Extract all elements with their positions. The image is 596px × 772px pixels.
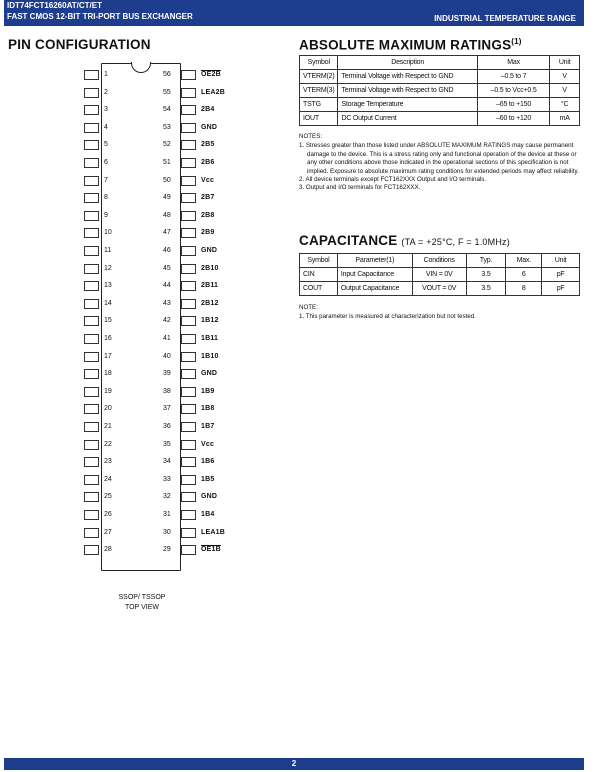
- pin-number: 44: [163, 282, 171, 290]
- pin-name: 2B4: [201, 106, 215, 114]
- pin-number: 29: [163, 546, 171, 554]
- table-cell: °C: [550, 98, 580, 112]
- note-item: 1. This parameter is measured at characterization but not tested.: [299, 313, 477, 321]
- temperature-range: INDUSTRIAL TEMPERATURE RANGE: [434, 14, 576, 23]
- pin-number: 42: [163, 317, 171, 325]
- table-cell: COUT: [300, 282, 338, 296]
- table-cell: VIN = 0V: [412, 268, 466, 282]
- pin-number: 24: [104, 475, 112, 483]
- pin-lead: [84, 123, 99, 133]
- page-number: 2: [291, 759, 297, 768]
- pin-name: 1B8: [201, 405, 215, 413]
- column-header: Description: [338, 56, 477, 70]
- table-cell: TSTG: [300, 98, 338, 112]
- pin-lead: [181, 316, 196, 326]
- table-row: [300, 112, 580, 126]
- pin-lead: [181, 264, 196, 274]
- pin-lead: [84, 475, 99, 485]
- table-cell: Output Capacitance: [337, 282, 412, 296]
- pin-number: 39: [163, 370, 171, 378]
- pin-lead: [84, 545, 99, 555]
- table-cell: –0.5 to 7: [477, 70, 549, 84]
- pin-lead: [181, 228, 196, 238]
- part-description: FAST CMOS 12-BIT TRI-PORT BUS EXCHANGER: [7, 12, 193, 21]
- column-header: Parameter(1): [337, 254, 412, 268]
- table-cell: VTERM(2): [300, 70, 338, 84]
- pin-number: 48: [163, 211, 171, 219]
- pin-lead: [181, 387, 196, 397]
- pin-number: 56: [163, 71, 171, 78]
- pin-lead: [84, 528, 99, 538]
- pin-number: 47: [163, 229, 171, 237]
- pin-lead: [84, 492, 99, 502]
- table-header-row: [300, 56, 580, 70]
- pin-name: LEA2B: [201, 88, 225, 96]
- pin-number: 32: [163, 493, 171, 501]
- table-row: [300, 70, 580, 84]
- table-cell: 3.5: [466, 282, 506, 296]
- column-header: Max.: [506, 254, 542, 268]
- pin-number: 41: [163, 335, 171, 342]
- pin-name: 2B10: [201, 264, 219, 272]
- pin-name: 2B9: [201, 229, 215, 237]
- pin-lead: [181, 352, 196, 362]
- pin-number: 27: [104, 528, 112, 536]
- table-cell: CIN: [300, 268, 338, 282]
- pin-lead: [181, 457, 196, 467]
- column-header: Symbol: [300, 56, 338, 70]
- pin-name: 1B12: [201, 317, 219, 325]
- pin-number: 52: [163, 141, 171, 149]
- pin-number: 34: [163, 458, 171, 466]
- pin-number: 6: [104, 159, 108, 166]
- pin-lead: [181, 211, 196, 221]
- column-header: Symbol: [300, 254, 338, 268]
- pin-lead: [181, 158, 196, 168]
- pin-name: 1B9: [201, 387, 215, 395]
- pin-lead: [84, 422, 99, 432]
- pin-lead: [84, 158, 99, 168]
- pin-number: 3: [104, 106, 108, 114]
- pin-number: 15: [104, 317, 112, 325]
- table-cell: Input Capacitance: [337, 268, 412, 282]
- pin-number: 10: [104, 229, 112, 237]
- pin-lead: [84, 510, 99, 520]
- column-header: Max: [477, 56, 549, 70]
- table-cell: mA: [550, 112, 580, 126]
- pin-lead: [84, 387, 99, 397]
- pin-lead: [84, 281, 99, 291]
- pin-lead: [84, 176, 99, 186]
- column-header: Conditions: [412, 254, 466, 268]
- pin-lead: [181, 422, 196, 432]
- pin-number: 31: [163, 511, 171, 518]
- capacitance-title: CAPACITANCE (TA = +25°C, F = 1.0MHz): [299, 233, 510, 248]
- footer-band: [4, 758, 584, 770]
- pin-lead: [84, 193, 99, 203]
- pin-number: 1: [104, 71, 108, 78]
- pin-number: 14: [104, 299, 112, 307]
- pin-number: 46: [163, 247, 171, 254]
- pin-name: 2B7: [201, 194, 215, 202]
- pin-name: Vcc: [201, 440, 215, 448]
- pin-lead: [181, 70, 196, 80]
- pin-lead: [181, 246, 196, 256]
- pin-lead: [181, 528, 196, 538]
- column-header: Unit: [542, 254, 580, 268]
- pin-number: 21: [104, 423, 112, 430]
- pin-lead: [181, 440, 196, 450]
- table-cell: Terminal Voltage with Respect to GND: [338, 70, 477, 84]
- table-cell: 6: [506, 268, 542, 282]
- table-cell: 3.5: [466, 268, 506, 282]
- pin-number: 5: [104, 141, 108, 149]
- pin-number: 11: [104, 247, 112, 254]
- table-cell: IOUT: [300, 112, 338, 126]
- table-cell: VTERM(3): [300, 84, 338, 98]
- pin-number: 26: [104, 511, 112, 518]
- pin-lead: [84, 228, 99, 238]
- pin-number: 8: [104, 194, 108, 202]
- pin-name: 1B5: [201, 475, 215, 483]
- pin-name: 1B6: [201, 458, 215, 466]
- pin-name: 1B10: [201, 352, 219, 360]
- table-row: [300, 98, 580, 112]
- pin-number: 4: [104, 123, 108, 131]
- table-cell: –60 to +120: [477, 112, 549, 126]
- pin-name: 2B11: [201, 282, 219, 290]
- pin-number: 25: [104, 493, 112, 501]
- pin-lead: [181, 545, 196, 555]
- notes-heading: NOTE:: [299, 304, 318, 311]
- pin-name: Vcc: [201, 176, 215, 184]
- pin-number: 38: [163, 387, 171, 395]
- pin-lead: [84, 299, 99, 309]
- table-cell: Storage Temperature: [338, 98, 477, 112]
- pin-lead: [84, 334, 99, 344]
- pin-lead: [181, 510, 196, 520]
- pin-lead: [84, 88, 99, 98]
- table-cell: DC Output Current: [338, 112, 477, 126]
- pin-name: 2B5: [201, 141, 215, 149]
- pin-lead: [181, 404, 196, 414]
- pin-lead: [181, 193, 196, 203]
- table-cell: V: [550, 70, 580, 84]
- table-cell: Terminal Voltage with Respect to GND: [338, 84, 477, 98]
- pin-number: 43: [163, 299, 171, 307]
- pin-lead: [181, 281, 196, 291]
- pin-name: LEA1B: [201, 528, 225, 536]
- abs-max-table: [299, 55, 580, 126]
- pin-name: OE2B: [201, 71, 221, 78]
- table-cell: pF: [542, 268, 580, 282]
- pin-name: GND: [201, 493, 218, 501]
- table-row: [300, 84, 580, 98]
- pin-number: 7: [104, 176, 108, 184]
- pin-number: 40: [163, 352, 171, 360]
- pin-name: 2B6: [201, 159, 215, 166]
- part-number: IDT74FCT16260AT/CT/ET: [7, 1, 102, 10]
- pin-number: 50: [163, 176, 171, 184]
- pin-number: 30: [163, 528, 171, 536]
- table-cell: 8: [506, 282, 542, 296]
- pin-number: 45: [163, 264, 171, 272]
- pin-name: GND: [201, 123, 218, 131]
- pin-lead: [84, 246, 99, 256]
- pin-lead: [181, 123, 196, 133]
- abs-max-notes: [299, 133, 580, 193]
- pin-number: 35: [163, 440, 171, 448]
- note-item: 1. Stresses greater than those listed under ABSOLUTE MAXIMUM RATINGS may cause permanent damage to the device. This is a stress rating only and functional operation of the device at these or any other conditions above those indicated in the operational sections of this specification is not implied. Exposure to absolute maximum rating conditions for extended periods may affect reliability.: [299, 142, 579, 175]
- pin-lead: [181, 105, 196, 115]
- table-cell: –65 to +150: [477, 98, 549, 112]
- table-cell: pF: [542, 282, 580, 296]
- pin-number: 9: [104, 211, 108, 219]
- pin-name: OE1B: [201, 546, 221, 554]
- pin-lead: [84, 316, 99, 326]
- pin-number: 23: [104, 458, 112, 466]
- pin-lead: [84, 404, 99, 414]
- pin-number: 2: [104, 88, 108, 96]
- pin-number: 22: [104, 440, 112, 448]
- pin-lead: [84, 70, 99, 80]
- pin-name: 1B11: [201, 335, 219, 342]
- table-header-row: [300, 254, 580, 268]
- pin-lead: [84, 352, 99, 362]
- capacitance-notes: [299, 304, 580, 322]
- pin-lead: [181, 475, 196, 485]
- note-item: 3. Output and I/O terminals for FCT162XXX.: [299, 184, 421, 192]
- pin-name: 1B7: [201, 423, 215, 430]
- table-cell: VOUT = 0V: [412, 282, 466, 296]
- pin-name: GND: [201, 247, 218, 254]
- pin-lead: [84, 440, 99, 450]
- table-cell: –0.5 to Vcc+0.5: [477, 84, 549, 98]
- pin-number: 36: [163, 423, 171, 430]
- pin-config-title: PIN CONFIGURATION: [8, 37, 151, 52]
- pin-name: GND: [201, 370, 218, 378]
- pin-lead: [181, 492, 196, 502]
- notes-heading: NOTES:: [299, 133, 323, 140]
- header-band: [4, 0, 584, 26]
- pin-number: 49: [163, 194, 171, 202]
- pin-lead: [84, 369, 99, 379]
- pin-number: 55: [163, 88, 171, 96]
- pin-lead: [84, 457, 99, 467]
- pin-number: 37: [163, 405, 171, 413]
- pin-lead: [84, 105, 99, 115]
- note-item: 2. All device terminals except FCT162XXX Output and I/O terminals.: [299, 176, 487, 184]
- pin-number: 20: [104, 405, 112, 413]
- column-header: Typ.: [466, 254, 506, 268]
- table-row: [300, 268, 580, 282]
- table-cell: V: [550, 84, 580, 98]
- pin-number: 51: [163, 159, 171, 166]
- pin-number: 28: [104, 546, 112, 554]
- abs-max-title: ABSOLUTE MAXIMUM RATINGS$^{(1)}$: [299, 37, 522, 53]
- pin-lead: [84, 211, 99, 221]
- pin-number: 13: [104, 282, 112, 290]
- pin-name: 2B8: [201, 211, 215, 219]
- pin-lead: [181, 88, 196, 98]
- pin-lead: [84, 140, 99, 150]
- pin-number: 12: [104, 264, 112, 272]
- column-header: Unit: [550, 56, 580, 70]
- pin-lead: [181, 334, 196, 344]
- package-label: SSOP/ TSSOP TOP VIEW: [118, 594, 166, 611]
- pin-lead: [181, 369, 196, 379]
- pin-lead: [84, 264, 99, 274]
- pin-number: 17: [104, 352, 112, 360]
- table-row: [300, 282, 580, 296]
- pin-number: 19: [104, 387, 112, 395]
- pin-lead: [181, 176, 196, 186]
- pin-number: 18: [104, 370, 112, 378]
- pin-number: 53: [163, 123, 171, 131]
- pin-number: 16: [104, 335, 112, 342]
- pin-number: 54: [163, 106, 171, 114]
- capacitance-table: [299, 253, 580, 296]
- pin-lead: [181, 299, 196, 309]
- pin-name: 2B12: [201, 299, 219, 307]
- pin-number: 33: [163, 475, 171, 483]
- pin-lead: [181, 140, 196, 150]
- pin-name: 1B4: [201, 511, 215, 518]
